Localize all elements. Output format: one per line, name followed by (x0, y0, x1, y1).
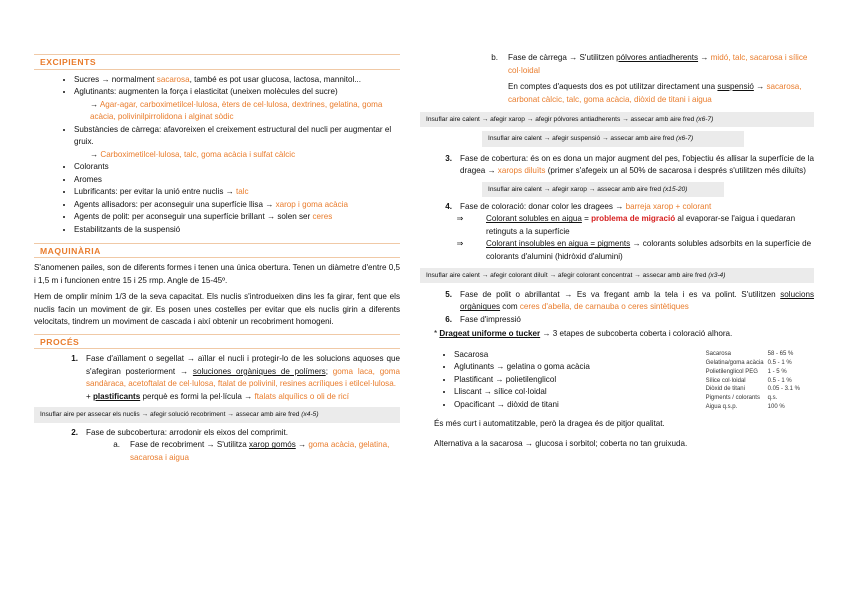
table-row: Pigments / colorants q.s. (705, 395, 778, 402)
table-row: Polietilenglicol PEG 1 - 5 % (705, 368, 787, 375)
table-row: Sílice col·loidal 0.5 - 1 % (705, 377, 792, 384)
step-1: 1. Fase d'aïllament o segellat → aïllar el nucli i protegir-lo de les solucions aquoses que s'afegiran posteriorment → soluciones orgàniques de polímers; goma laca, goma sandàraca, acetoftalat de cel·lulosa, ftalat de polivinil, resines acríliques i etilcel·lulosa. + plastificants perquè es formi la pel·lícula → ftalats alquílics o oli de ricí (71, 354, 400, 401)
drageat-note: * Drageat uniforme o tucker → 3 etapes de subcoberta coberta i coloració alhora. (434, 329, 733, 339)
list-item: • Sacarosa (454, 349, 706, 362)
list-item: • Aglutinants: augmenten la força i elasticitat (uneixen molècules del sucre) (74, 86, 400, 99)
step-2b-alt: En comptes d'aquests dos es pot utilitzar directament una suspensió → sacarosa, carbonat càlcic, talc, goma acàcia, diòxid de titani i aigua (508, 82, 802, 104)
formula-list (434, 349, 706, 412)
formula-block (434, 343, 814, 412)
excipients-list (34, 74, 400, 99)
process-box-4: Insuflar aire calent → afegir xarop → assecar amb aire fred (x15-20) (482, 182, 724, 197)
closing-paragraph-1: És més curt i automatitzable, però la dragea és de pitjor qualitat. (434, 418, 665, 428)
carrega-sublist: → Carboximetilcel·lulosa, talc, goma acàcia i sulfat càlcic (90, 149, 296, 159)
left-column (34, 52, 400, 464)
section-title-excipients: EXCIPIENTS (34, 54, 400, 70)
colorant-insoluble-line: ⇒ Colorant insolubles en aigua = pigments → colorants solubles adsorbits en la superfície de colorants d'alumini (hidròxid d'alumini) (456, 239, 812, 261)
list-item: • Agents de polit: per aconseguir una superfície brillant → solen ser ceres (74, 211, 400, 224)
list-item: • Colorants (74, 161, 400, 174)
step-6: 6. Fase d'impressió (445, 314, 521, 324)
step-2b: b. Fase de càrrega → S'utilitzen pólvores antiadherents → midó, talc, sacarosa i sílice col·loidal (491, 53, 808, 75)
table-row: Aigua q.s.p. 100 % (705, 404, 785, 411)
list-item: • Agents allisadors: per aconseguir una superfície llisa → xarop i goma acàcia (74, 199, 400, 212)
table-row: Gelatina/goma acàcia 0.5 - 1 % (705, 359, 792, 366)
list-item: • Opacificant → diòxid de titani (454, 399, 706, 412)
process-box-2: Insuflar aire calent → afegir xarop → afegir pólvores antiadherents → assecar amb aire fred (x6-7) (420, 112, 814, 127)
excipients-list-3 (34, 161, 400, 236)
list-item: • Estabilitzants de la suspensió (74, 224, 400, 237)
excipients-list-2 (34, 124, 400, 149)
list-item: • Plastificant → polietilenglicol (454, 374, 706, 387)
list-item: • Substàncies de càrrega: afavoreixen el creixement estructural del nucli per augmentar el gruix. (74, 124, 400, 149)
maquinaria-paragraph-1: S'anomenen pailes, son de diferents formes i tenen una única obertura. Tenen un diàmetre d'entre 0,5 i 1,5 m i funcionen entre 15 i 25 rmp. Angle de 15-45º. (34, 263, 400, 285)
table-row: Diòxid de titani 0.05 - 3.1 % (705, 386, 800, 393)
list-item: • Lliscant → sílice col·loidal (454, 386, 706, 399)
colorant-soluble-line: ⇒ Colorant solubles en aigua = problema de migració al evaporar-se l'aigua i quedaran retinguts a la superfície (456, 214, 796, 236)
step-3: 3. Fase de cobertura: és on es dona un major augment del pes, l'objectiu és allisar la superfície de la dragea → xarops diluïts (primer s'afegeix un al 50% de sacarosa i després s'utilitzen més diluïts) (445, 153, 814, 176)
process-box-1: Insuflar aire per assecar els nuclis → afegir solució recobriment → assecar amb aire fred (x4-5) (34, 407, 400, 422)
aglutinants-sublist: → Agar-agar, carboximetilcel·lulosa, èters de cel·lulosa, dextrines, gelatina, goma acàcia, polivinilpirrolidona i alginat sòdic (90, 99, 383, 122)
list-item: • Sucres → normalment sacarosa, també es pot usar glucosa, lactosa, mannitol... (74, 74, 400, 87)
section-title-maquinaria: MAQUINÀRIA (34, 243, 400, 259)
step-5: 5. Fase de polit o abrillantat → Es va fregant amb la tela i es va polint. S'utilitzen solucions orgàniques com ceres d'abella, de carnauba o ceres sintètiques (445, 289, 814, 312)
process-box-3: Insuflar aire calent → afegir suspensió → assecar amb aire fred (x6-7) (482, 131, 744, 146)
step-2: 2. Fase de subcobertura: arrodonir els eixos del comprimit. (71, 427, 288, 437)
step-4: 4. Fase de coloració: donar color les dragees → barreja xarop + colorant (445, 201, 712, 211)
list-item: • Aglutinants → gelatina o goma acàcia (454, 361, 706, 374)
maquinaria-paragraph-2: Hem de omplir mínim 1/3 de la seva capacitat. Els nuclis s'introdueixen dins les fa girar, fent que els nuclis facin un moviment de gir. Es posen unes costelles per evitar que els nuclis girin a diferents velocitats, tindrem un moviment de cascada i així obtenir un recobriment homogeni. (34, 292, 400, 327)
table-row: Sacarosa 58 - 65 % (705, 351, 794, 358)
formula-table (706, 350, 804, 412)
section-title-proces: PROCÉS (34, 334, 400, 350)
closing-paragraph-2: Alternativa a la sacarosa → glucosa i sorbitol; coberta no tan gruixuda. (434, 439, 688, 449)
right-column (426, 52, 814, 451)
list-item: • Aromes (74, 174, 400, 187)
process-box-5: Insuflar aire calent → afegir colorant diluït → afegir colorant concentrat → assecar amb aire fred (x3-4) (420, 268, 814, 283)
step-2a: a. Fase de recobriment → S'utilitza xarop gomós → goma acàcia, gelatina, sacarosa i aigua (113, 440, 390, 462)
list-item: • Lubrificants: per evitar la unió entre nuclis → talc (74, 186, 400, 199)
